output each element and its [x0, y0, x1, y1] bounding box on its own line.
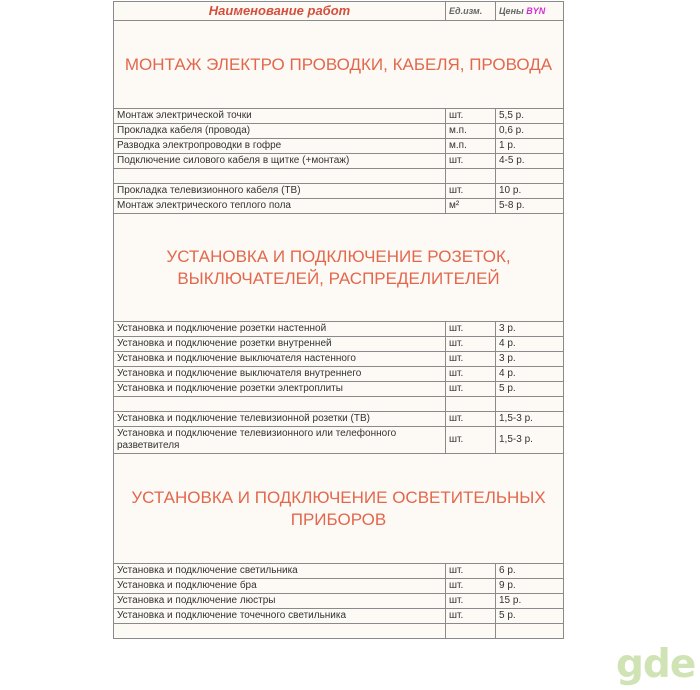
row-unit: шт.	[446, 412, 496, 427]
row-name: Установка и подключение выключателя настенного	[114, 352, 446, 367]
row-name: Установка и подключение бра	[114, 579, 446, 594]
section-title: УСТАНОВКА И ПОДКЛЮЧЕНИЕ РОЗЕТОК, ВЫКЛЮЧАТЕЛЕЙ, РАСПРЕДЕЛИТЕЛЕЙ	[114, 214, 564, 322]
row-unit: м.п.	[446, 139, 496, 154]
table-row-empty	[114, 169, 564, 184]
row-unit	[446, 397, 496, 412]
table-row	[114, 352, 564, 367]
row-price: 3 р.	[496, 352, 564, 367]
table-row	[114, 382, 564, 397]
row-name	[114, 397, 446, 412]
table-row	[114, 109, 564, 124]
row-name: Установка и подключение розетки электроплиты	[114, 382, 446, 397]
header-price	[496, 2, 564, 21]
row-price: 9 р.	[496, 579, 564, 594]
row-name	[114, 624, 446, 639]
row-price	[496, 624, 564, 639]
row-unit	[446, 169, 496, 184]
row-name: Разводка электропроводки в гофре	[114, 139, 446, 154]
row-name: Установка и подключение розетки внутренней	[114, 337, 446, 352]
row-name: Прокладка кабеля (провода)	[114, 124, 446, 139]
table-row	[114, 124, 564, 139]
table-row-empty	[114, 397, 564, 412]
row-unit: шт.	[446, 594, 496, 609]
row-unit: шт.	[446, 367, 496, 382]
row-price: 1 р.	[496, 139, 564, 154]
row-name: Установка и подключение люстры	[114, 594, 446, 609]
row-name: Установка и подключение выключателя внутреннего	[114, 367, 446, 382]
section-title: УСТАНОВКА И ПОДКЛЮЧЕНИЕ ОСВЕТИТЕЛЬНЫХ ПРИБОРОВ	[114, 454, 564, 564]
section-heading	[114, 21, 564, 109]
row-unit: шт.	[446, 154, 496, 169]
row-price: 5 р.	[496, 382, 564, 397]
row-name: Прокладка телевизионного кабеля (ТВ)	[114, 184, 446, 199]
table-row	[114, 322, 564, 337]
section-heading	[114, 214, 564, 322]
row-price: 15 р.	[496, 594, 564, 609]
table-row	[114, 337, 564, 352]
row-price: 5 р.	[496, 609, 564, 624]
row-name: Монтаж электрического теплого пола	[114, 199, 446, 214]
row-price: 5,5 р.	[496, 109, 564, 124]
row-unit: шт.	[446, 579, 496, 594]
row-name: Установка и подключение телевизионной розетки (ТВ)	[114, 412, 446, 427]
table-row	[114, 564, 564, 579]
row-name: Подключение силового кабеля в щитке (+монтаж)	[114, 154, 446, 169]
table-row	[114, 199, 564, 214]
table-row	[114, 594, 564, 609]
table-row	[114, 579, 564, 594]
row-unit: шт.	[446, 322, 496, 337]
row-unit: м²	[446, 199, 496, 214]
section-title: МОНТАЖ ЭЛЕКТРО ПРОВОДКИ, КАБЕЛЯ, ПРОВОДА	[114, 21, 564, 109]
row-name	[114, 169, 446, 184]
header-currency: BYN	[526, 6, 546, 16]
row-unit: шт.	[446, 184, 496, 199]
watermark-logo: gde	[616, 642, 696, 687]
row-name: Установка и подключение светильника	[114, 564, 446, 579]
row-unit	[446, 624, 496, 639]
header-price-label: Цены	[499, 6, 527, 16]
table-row	[114, 139, 564, 154]
row-unit: шт.	[446, 109, 496, 124]
table-row	[114, 609, 564, 624]
row-name: Монтаж электрической точки	[114, 109, 446, 124]
row-price: 4 р.	[496, 337, 564, 352]
row-price: 6 р.	[496, 564, 564, 579]
table-row	[114, 367, 564, 382]
row-price	[496, 397, 564, 412]
row-unit: шт.	[446, 382, 496, 397]
row-price: 0,6 р.	[496, 124, 564, 139]
row-price	[496, 169, 564, 184]
row-price: 1,5-3 р.	[496, 427, 564, 454]
header-name: Наименование работ	[114, 2, 446, 21]
row-unit: шт.	[446, 352, 496, 367]
table-row	[114, 184, 564, 199]
row-name: Установка и подключение телевизионного или телефонного разветвителя	[114, 427, 446, 454]
row-unit: шт.	[446, 427, 496, 454]
row-price: 3 р.	[496, 322, 564, 337]
row-price: 10 р.	[496, 184, 564, 199]
row-unit: шт.	[446, 609, 496, 624]
row-unit: м.п.	[446, 124, 496, 139]
row-price: 1,5-3 р.	[496, 412, 564, 427]
row-unit: шт.	[446, 337, 496, 352]
section-heading	[114, 454, 564, 564]
table-row	[114, 427, 564, 454]
row-price: 5-8 р.	[496, 199, 564, 214]
header-unit: Ед.изм.	[446, 2, 496, 21]
table-header	[114, 2, 564, 21]
table-row	[114, 154, 564, 169]
row-name: Установка и подключение розетки настенной	[114, 322, 446, 337]
table-row-empty	[114, 624, 564, 639]
row-unit: шт.	[446, 564, 496, 579]
price-table	[113, 1, 564, 639]
row-price: 4 р.	[496, 367, 564, 382]
table-row	[114, 412, 564, 427]
row-name: Установка и подключение точечного светильника	[114, 609, 446, 624]
row-price: 4-5 р.	[496, 154, 564, 169]
